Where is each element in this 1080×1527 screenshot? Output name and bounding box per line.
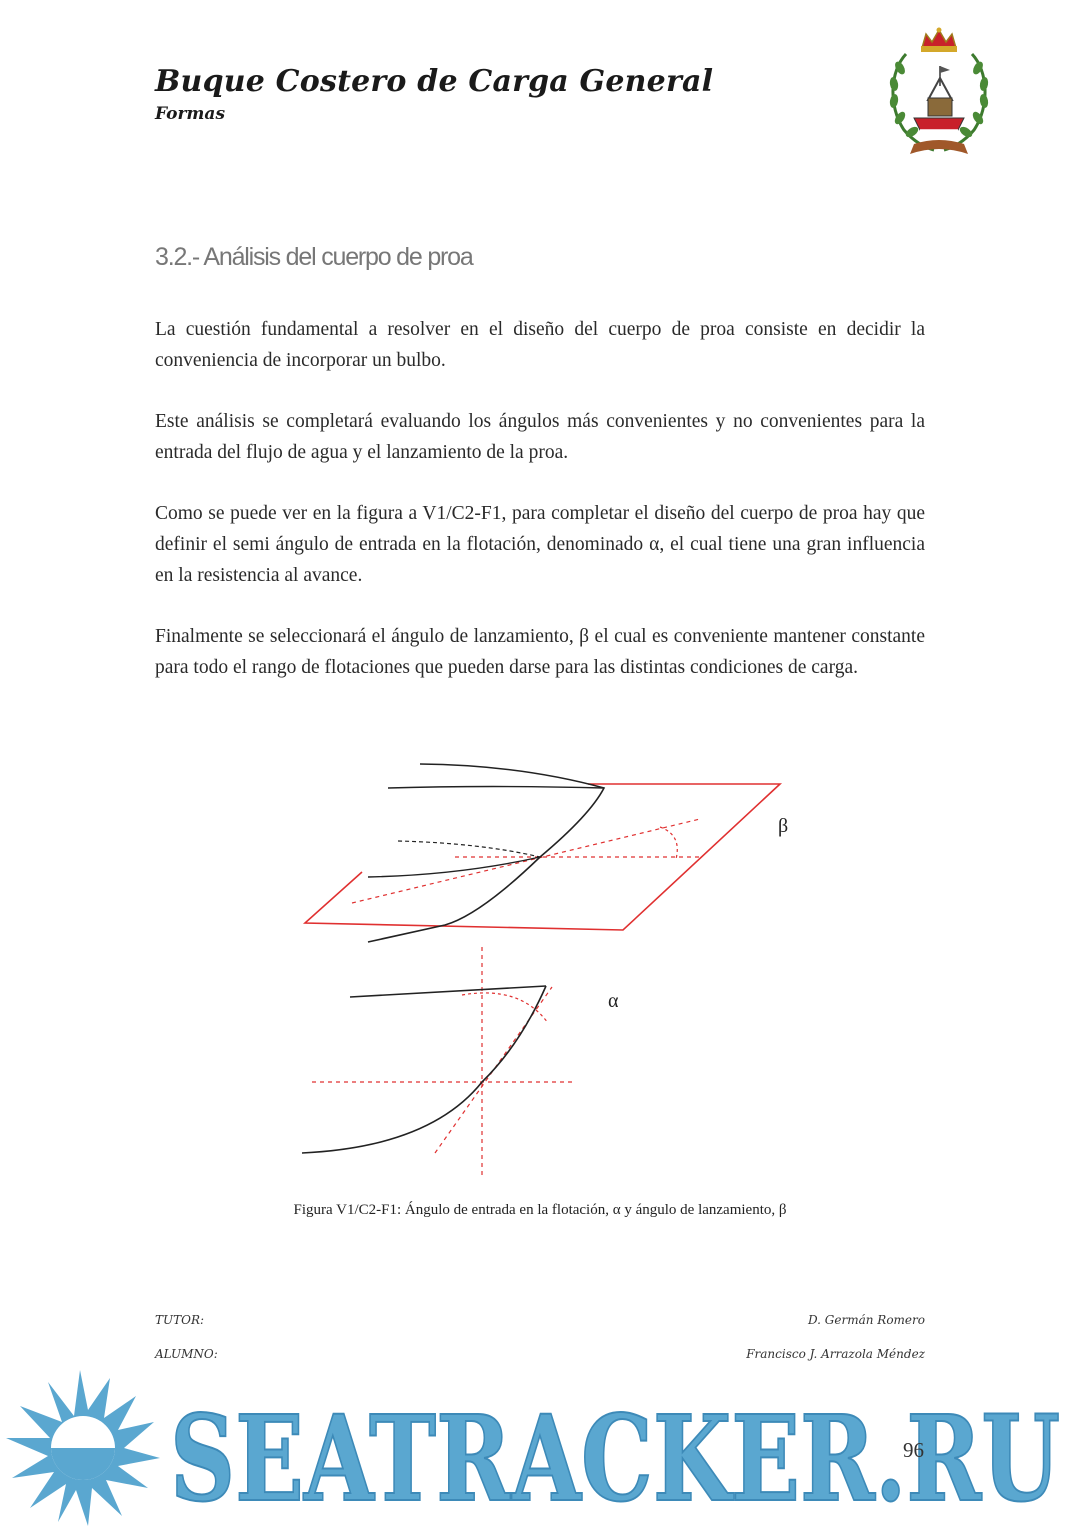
crowned-ship-emblem-icon — [884, 26, 994, 158]
stem-profile-upper — [368, 764, 604, 942]
beta-label: β — [778, 815, 789, 837]
waterline-lower-top — [350, 986, 546, 997]
alumno-name: Francisco J. Arrazola Méndez — [746, 1347, 925, 1361]
beta-inclined-dashed — [352, 819, 700, 903]
alumno-label: ALUMNO: — [155, 1347, 218, 1361]
tutor-label: TUTOR: — [155, 1313, 205, 1327]
waterline-upper-mid — [368, 857, 540, 877]
sun-icon — [6, 1370, 160, 1526]
waterline-upper-dashed — [398, 841, 540, 857]
figure-caption: Figura V1/C2-F1: Ángulo de entrada en la flotación, α y ángulo de lanzamiento, β — [293, 1202, 787, 1218]
beta-arc — [660, 827, 677, 859]
paragraph-flare-angle: Finalmente se seleccionará el ángulo de lanzamiento, β el cual es conveniente mantener constante para todo el rango de flotaciones que pueden darse para las distintas condiciones de carga. — [155, 626, 925, 678]
paragraph-angles: Este análisis se completará evaluando los ángulos más convenientes y no convenientes para la entrada del flujo de agua y el lanzamiento de la proa. — [155, 411, 925, 463]
alpha-label: α — [608, 990, 619, 1012]
watermark-text: SEATRACKER.RU — [170, 1389, 1060, 1527]
paragraph-bulb: La cuestión fundamental a resolver en el diseño del cuerpo de proa consiste en decidir la conveniencia de incorporar un bulbo. — [155, 319, 925, 371]
bow-angles-figure — [290, 755, 810, 1185]
document-title: Buque Costero de Carga General — [155, 64, 714, 99]
document-subtitle: Formas — [155, 104, 226, 124]
page-number: 96 — [903, 1438, 924, 1462]
paragraph-entry-angle: Como se puede ver en la figura a V1/C2-F1, para completar el diseño del cuerpo de proa hay que definir el semi ángulo de entrada en la flotación, denominado α, el cual tiene una gran influencia en la resistencia al avance. — [155, 503, 925, 586]
tutor-name: D. Germán Romero — [807, 1313, 925, 1327]
section-heading: 3.2.- Análisis del cuerpo de proa — [155, 243, 473, 271]
waterline-upper-top — [388, 787, 604, 789]
waterline-lower-curve — [302, 986, 546, 1153]
